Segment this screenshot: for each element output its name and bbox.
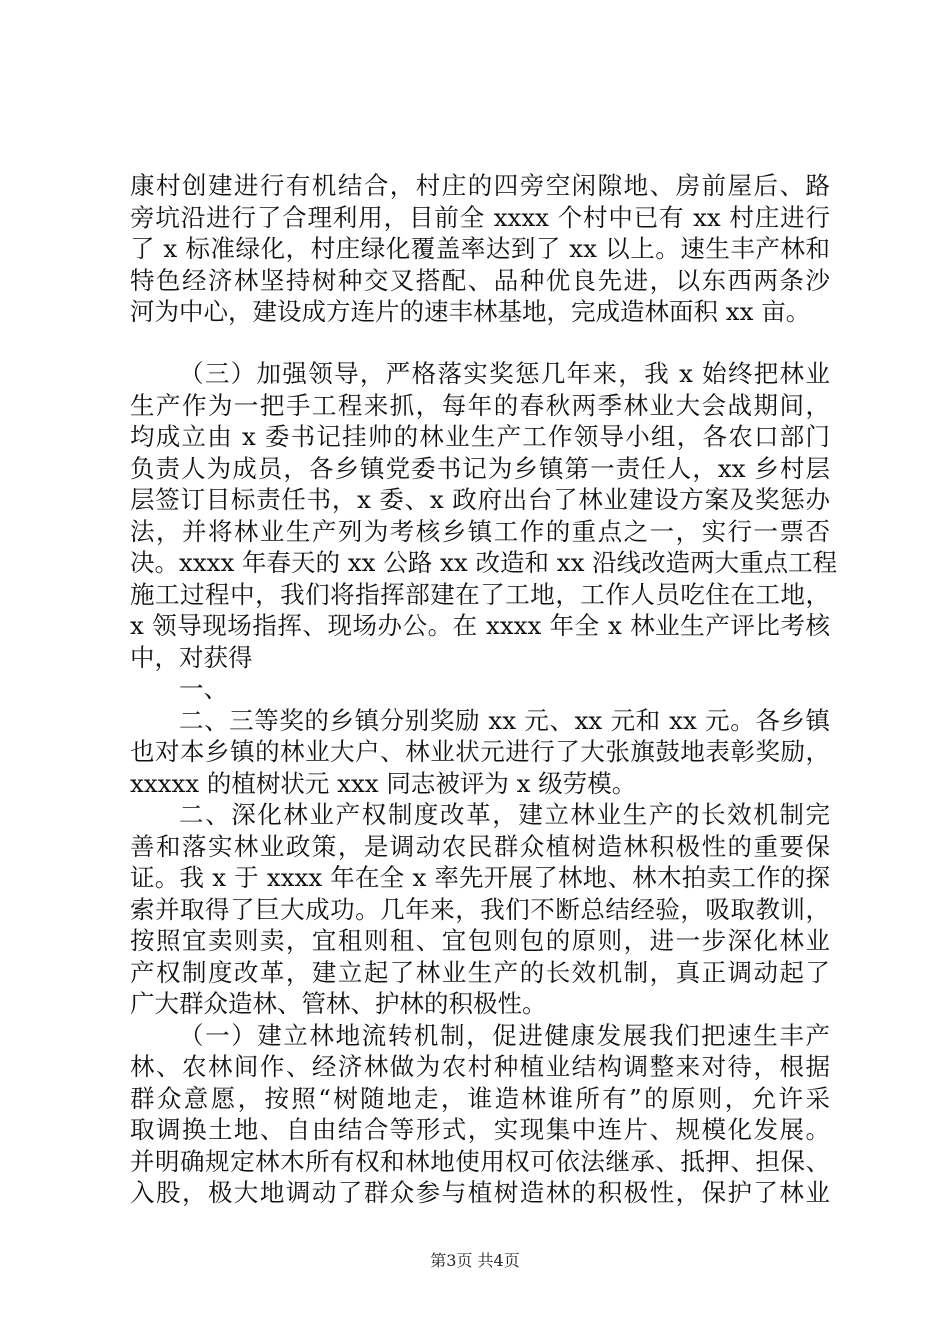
text-line: 施工过程中，我们将指挥部建在了工地，工作人员吃住在工地， — [130, 579, 830, 609]
text-line: xxxxx 的植树状元 xxx 同志被评为 x 级劳模。 — [130, 768, 637, 798]
text-line: （一）建立林地流转机制，促进健康发展我们把速生丰产 — [179, 1020, 830, 1050]
text-line: 特色经济林坚持树种交叉搭配、品种优良先进，以东西两条沙 — [130, 265, 830, 295]
text-line: 善和落实林业政策，是调动农民群众植树造林积极性的重要保 — [130, 831, 830, 861]
text-line: 康村创建进行有机结合，村庄的四旁空闲隙地、房前屋后、路 — [130, 171, 830, 200]
text-line: 取调换土地、自由结合等形式，实现集中连片、规模化发展。 — [130, 1115, 830, 1144]
text-line: 一、 — [179, 674, 228, 703]
text-line: 群众意愿，按照“树随地走，谁造林谁所有”的原则，允许采 — [130, 1083, 830, 1113]
text-line: 生产作为一把手工程来抓，每年的春秋两季林业大会战期间， — [130, 390, 830, 420]
text-line: 河为中心，建设成方连片的速丰林基地，完成造林面积 xx 亩。 — [130, 297, 811, 326]
text-line: 林、农林间作、经济林做为农村种植业结构调整来对待，根据 — [130, 1052, 830, 1081]
text-line: 法，并将林业生产列为考核乡镇工作的重点之一，实行一票否 — [130, 516, 830, 546]
text-line: 层签订目标责任书，x 委、x 政府出台了林业建设方案及奖惩办 — [130, 485, 830, 514]
text-line: 二、深化林业产权制度改革，建立林业生产的长效机制完 — [179, 800, 830, 829]
text-line: 按照宜卖则卖，宜租则租、宜包则包的原则，进一步深化林业 — [130, 926, 830, 955]
text-line: 产权制度改革，建立起了林业生产的长效机制，真正调动起了 — [130, 957, 830, 987]
paragraph-village-greening — [130, 170, 830, 328]
text-line: 了 x 标准绿化，村庄绿化覆盖率达到了 xx 以上。速生丰产林和 — [130, 234, 830, 263]
text-line: （三）加强领导，严格落实奖惩几年来，我 x 始终把林业 — [179, 359, 830, 388]
text-line: x 领导现场指挥、现场办公。在 xxxx 年全 x 林业生产评比考核 — [130, 611, 830, 640]
paragraph-main-body — [130, 358, 838, 1209]
page-number-footer: 第3页 共4页 — [430, 1251, 520, 1270]
text-line: 均成立由 x 委书记挂帅的林业生产工作领导小组，各农口部门 — [130, 422, 830, 451]
text-line: 负责人为成员，各乡镇党委书记为乡镇第一责任人，xx 乡村层 — [130, 453, 830, 483]
text-line: 索并取得了巨大成功。几年来，我们不断总结经验，吸取教训， — [130, 894, 830, 924]
text-line: 中，对获得 — [130, 642, 253, 672]
text-line: 也对本乡镇的林业大户、林业状元进行了大张旗鼓地表彰奖励， — [130, 737, 830, 766]
text-line: 二、三等奖的乡镇分别奖励 xx 元、xx 元和 xx 元。各乡镇 — [179, 705, 830, 735]
text-line: 广大群众造林、管林、护林的积极性。 — [130, 989, 547, 1018]
text-line: 入股，极大地调动了群众参与植树造林的积极性，保护了林业 — [130, 1178, 830, 1207]
text-line: 并明确规定林木所有权和林地使用权可依法继承、抵押、担保、 — [130, 1146, 830, 1176]
text-line: 旁坑沿进行了合理利用，目前全 xxxx 个村中已有 xx 村庄进行 — [130, 202, 830, 232]
text-line: 决。xxxx 年春天的 xx 公路 xx 改造和 xx 沿线改造两大重点工程 — [130, 548, 838, 577]
text-line: 证。我 x 于 xxxx 年在全 x 率先开展了林地、林木拍卖工作的探 — [130, 863, 830, 892]
